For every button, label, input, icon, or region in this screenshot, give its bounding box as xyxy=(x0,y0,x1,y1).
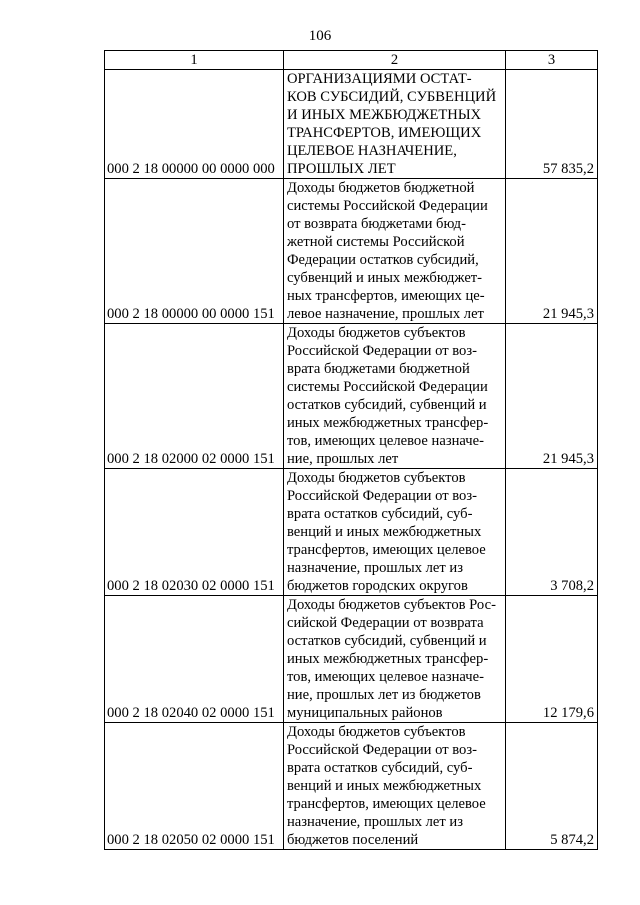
income-name-line: Российской Федерации от воз- xyxy=(287,488,477,504)
column-header-name: 2 xyxy=(284,51,506,70)
income-name-line: Доходы бюджетов бюджетной xyxy=(287,180,475,196)
income-name-cell xyxy=(284,179,506,324)
income-name-line: остатков субсидий, субвенций и xyxy=(287,397,487,413)
table-row xyxy=(105,469,598,596)
income-name-line: врата остатков субсидий, суб- xyxy=(287,760,473,776)
amount-cell: 21 945,3 xyxy=(506,324,598,469)
income-name-line: Доходы бюджетов субъектов xyxy=(287,470,466,486)
income-name-cell xyxy=(284,596,506,723)
amount-cell: 5 874,2 xyxy=(506,723,598,850)
budget-code-cell: 000 2 18 00000 00 0000 151 xyxy=(105,179,284,324)
header-row xyxy=(105,51,598,70)
amount-cell: 57 835,2 xyxy=(506,70,598,179)
income-name-line: иных межбюджетных трансфер- xyxy=(287,651,489,667)
table-row xyxy=(105,179,598,324)
page-number: 106 xyxy=(308,28,332,44)
income-name-line: трансфертов, имеющих целевое xyxy=(287,796,486,812)
income-name-line: ПРОШЛЫХ ЛЕТ xyxy=(287,161,396,177)
amount-cell: 3 708,2 xyxy=(506,469,598,596)
income-name-line: левое назначение, прошлых лет xyxy=(287,306,484,322)
income-name-line: венций и иных межбюджетных xyxy=(287,778,482,794)
income-name-cell xyxy=(284,70,506,179)
income-name-line: тов, имеющих целевое назначе- xyxy=(287,669,484,685)
amount-cell: 12 179,6 xyxy=(506,596,598,723)
income-name-line: системы Российской Федерации xyxy=(287,198,488,214)
income-name-line: Доходы бюджетов субъектов xyxy=(287,724,466,740)
income-name-line: ОРГАНИЗАЦИЯМИ ОСТАТ- xyxy=(287,71,472,87)
income-name-line: ных трансфертов, имеющих це- xyxy=(287,288,485,304)
income-name-line: Российской Федерации от воз- xyxy=(287,343,477,359)
income-name-cell xyxy=(284,723,506,850)
income-name-cell xyxy=(284,469,506,596)
income-name-line: бюджетов городских округов xyxy=(287,578,468,594)
table-row xyxy=(105,70,598,179)
budget-code-cell: 000 2 18 02040 02 0000 151 xyxy=(105,596,284,723)
income-name-line: врата остатков субсидий, суб- xyxy=(287,506,473,522)
table-row xyxy=(105,324,598,469)
table-row xyxy=(105,723,598,850)
income-name-line: врата бюджетами бюджетной xyxy=(287,361,470,377)
income-name-line: субвенций и иных межбюджет- xyxy=(287,270,483,286)
income-name-line: ние, прошлых лет из бюджетов xyxy=(287,687,481,703)
income-name-line: тов, имеющих целевое назначе- xyxy=(287,433,484,449)
income-name-line: бюджетов поселений xyxy=(287,832,419,848)
income-name-line: венций и иных межбюджетных xyxy=(287,524,482,540)
income-name-line: ние, прошлых лет xyxy=(287,451,399,467)
income-name-line: назначение, прошлых лет из xyxy=(287,560,464,576)
income-name-line: назначение, прошлых лет из xyxy=(287,814,464,830)
income-name-line: ТРАНСФЕРТОВ, ИМЕЮЩИХ xyxy=(287,125,482,141)
income-name-line: КОВ СУБСИДИЙ, СУБВЕНЦИЙ xyxy=(287,89,497,105)
income-name-line: Доходы бюджетов субъектов Рос- xyxy=(287,597,496,613)
income-name-line: муниципальных районов xyxy=(287,705,443,721)
budget-code-cell: 000 2 18 02000 02 0000 151 xyxy=(105,324,284,469)
budget-table xyxy=(104,50,598,850)
income-name-line: Доходы бюджетов субъектов xyxy=(287,325,466,341)
income-name-line: Российской Федерации от воз- xyxy=(287,742,477,758)
amount-cell: 21 945,3 xyxy=(506,179,598,324)
income-name-line: жетной системы Российской xyxy=(287,234,465,250)
income-name-line: Федерации остатков субсидий, xyxy=(287,252,479,268)
budget-code-cell: 000 2 18 00000 00 0000 000 xyxy=(105,70,284,179)
budget-code-cell: 000 2 18 02050 02 0000 151 xyxy=(105,723,284,850)
income-name-line: системы Российской Федерации xyxy=(287,379,488,395)
income-name-line: И ИНЫХ МЕЖБЮДЖЕТНЫХ xyxy=(287,107,482,123)
income-name-line: ЦЕЛЕВОЕ НАЗНАЧЕНИЕ, xyxy=(287,143,457,159)
income-name-line: трансфертов, имеющих целевое xyxy=(287,542,486,558)
income-name-line: от возврата бюджетами бюд- xyxy=(287,216,466,232)
income-name-line: иных межбюджетных трансфер- xyxy=(287,415,489,431)
budget-code-cell: 000 2 18 02030 02 0000 151 xyxy=(105,469,284,596)
income-name-line: остатков субсидий, субвенций и xyxy=(287,633,487,649)
column-header-amount: 3 xyxy=(506,51,598,70)
column-header-code: 1 xyxy=(105,51,284,70)
income-name-cell xyxy=(284,324,506,469)
table-row xyxy=(105,596,598,723)
income-name-line: сийской Федерации от возврата xyxy=(287,615,484,631)
